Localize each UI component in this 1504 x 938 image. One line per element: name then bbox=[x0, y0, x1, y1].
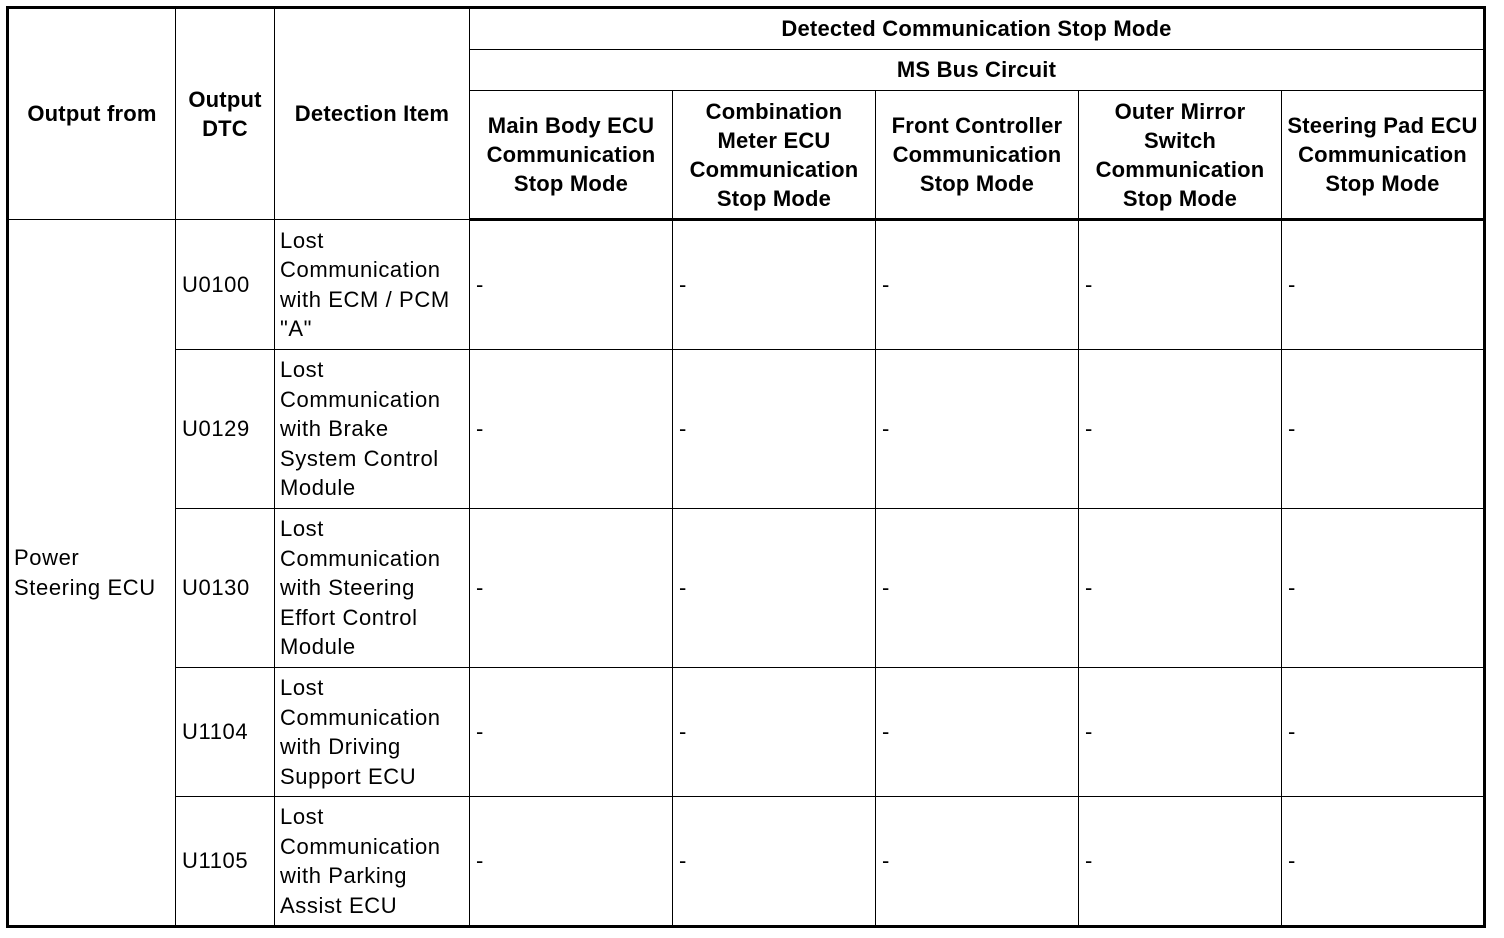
mode-cell: - bbox=[1079, 668, 1282, 797]
mode-cell: - bbox=[470, 220, 673, 350]
mode-cell: - bbox=[673, 509, 876, 668]
dtc-code-cell: U0100 bbox=[176, 220, 275, 350]
mode-cell: - bbox=[1282, 220, 1485, 350]
mode-cell: - bbox=[673, 797, 876, 927]
mode-cell: - bbox=[1282, 797, 1485, 927]
mode-cell: - bbox=[1079, 220, 1282, 350]
detection-item-cell: Lost Communication with Driving Support ECU bbox=[275, 668, 470, 797]
dtc-code-cell: U0129 bbox=[176, 350, 275, 509]
mode-cell: - bbox=[673, 220, 876, 350]
mode-cell: - bbox=[470, 797, 673, 927]
table-row bbox=[8, 509, 1485, 668]
header-bus-circuit: MS Bus Circuit bbox=[470, 50, 1485, 91]
header-output-dtc: Output DTC bbox=[176, 8, 275, 220]
mode-cell: - bbox=[876, 668, 1079, 797]
mode-cell: - bbox=[470, 509, 673, 668]
header-mode-main-body: Main Body ECU Communication Stop Mode bbox=[470, 91, 673, 220]
mode-cell: - bbox=[470, 668, 673, 797]
dtc-table bbox=[6, 6, 1486, 928]
header-detection-item: Detection Item bbox=[275, 8, 470, 220]
mode-cell: - bbox=[876, 797, 1079, 927]
header-detected-mode: Detected Communication Stop Mode bbox=[470, 8, 1485, 50]
detection-item-cell: Lost Communication with Parking Assist ECU bbox=[275, 797, 470, 927]
table-body bbox=[8, 220, 1485, 927]
mode-cell: - bbox=[1282, 509, 1485, 668]
detection-item-cell: Lost Communication with Brake System Control Module bbox=[275, 350, 470, 509]
mode-cell: - bbox=[876, 350, 1079, 509]
mode-cell: - bbox=[1079, 797, 1282, 927]
mode-cell: - bbox=[876, 509, 1079, 668]
dtc-code-cell: U0130 bbox=[176, 509, 275, 668]
header-mode-front-controller: Front Controller Communication Stop Mode bbox=[876, 91, 1079, 220]
header-mode-outer-mirror: Outer Mirror Switch Communication Stop Mode bbox=[1079, 91, 1282, 220]
mode-cell: - bbox=[673, 350, 876, 509]
table-row bbox=[8, 220, 1485, 350]
dtc-code-cell: U1105 bbox=[176, 797, 275, 927]
mode-cell: - bbox=[876, 220, 1079, 350]
header-output-from: Output from bbox=[8, 8, 176, 220]
mode-cell: - bbox=[1079, 350, 1282, 509]
mode-cell: - bbox=[1282, 668, 1485, 797]
detection-item-cell: Lost Communication with Steering Effort Control Module bbox=[275, 509, 470, 668]
mode-cell: - bbox=[470, 350, 673, 509]
header-mode-steering-pad: Steering Pad ECU Communication Stop Mode bbox=[1282, 91, 1485, 220]
table-header bbox=[8, 8, 1485, 220]
table-row bbox=[8, 797, 1485, 927]
output-from-cell: Power Steering ECU bbox=[8, 220, 176, 927]
mode-cell: - bbox=[1282, 350, 1485, 509]
table-row bbox=[8, 668, 1485, 797]
detection-item-cell: Lost Communication with ECM / PCM "A" bbox=[275, 220, 470, 350]
mode-cell: - bbox=[1079, 509, 1282, 668]
mode-cell: - bbox=[673, 668, 876, 797]
dtc-code-cell: U1104 bbox=[176, 668, 275, 797]
header-mode-combination-meter: Combination Meter ECU Communication Stop Mode bbox=[673, 91, 876, 220]
table-row bbox=[8, 350, 1485, 509]
